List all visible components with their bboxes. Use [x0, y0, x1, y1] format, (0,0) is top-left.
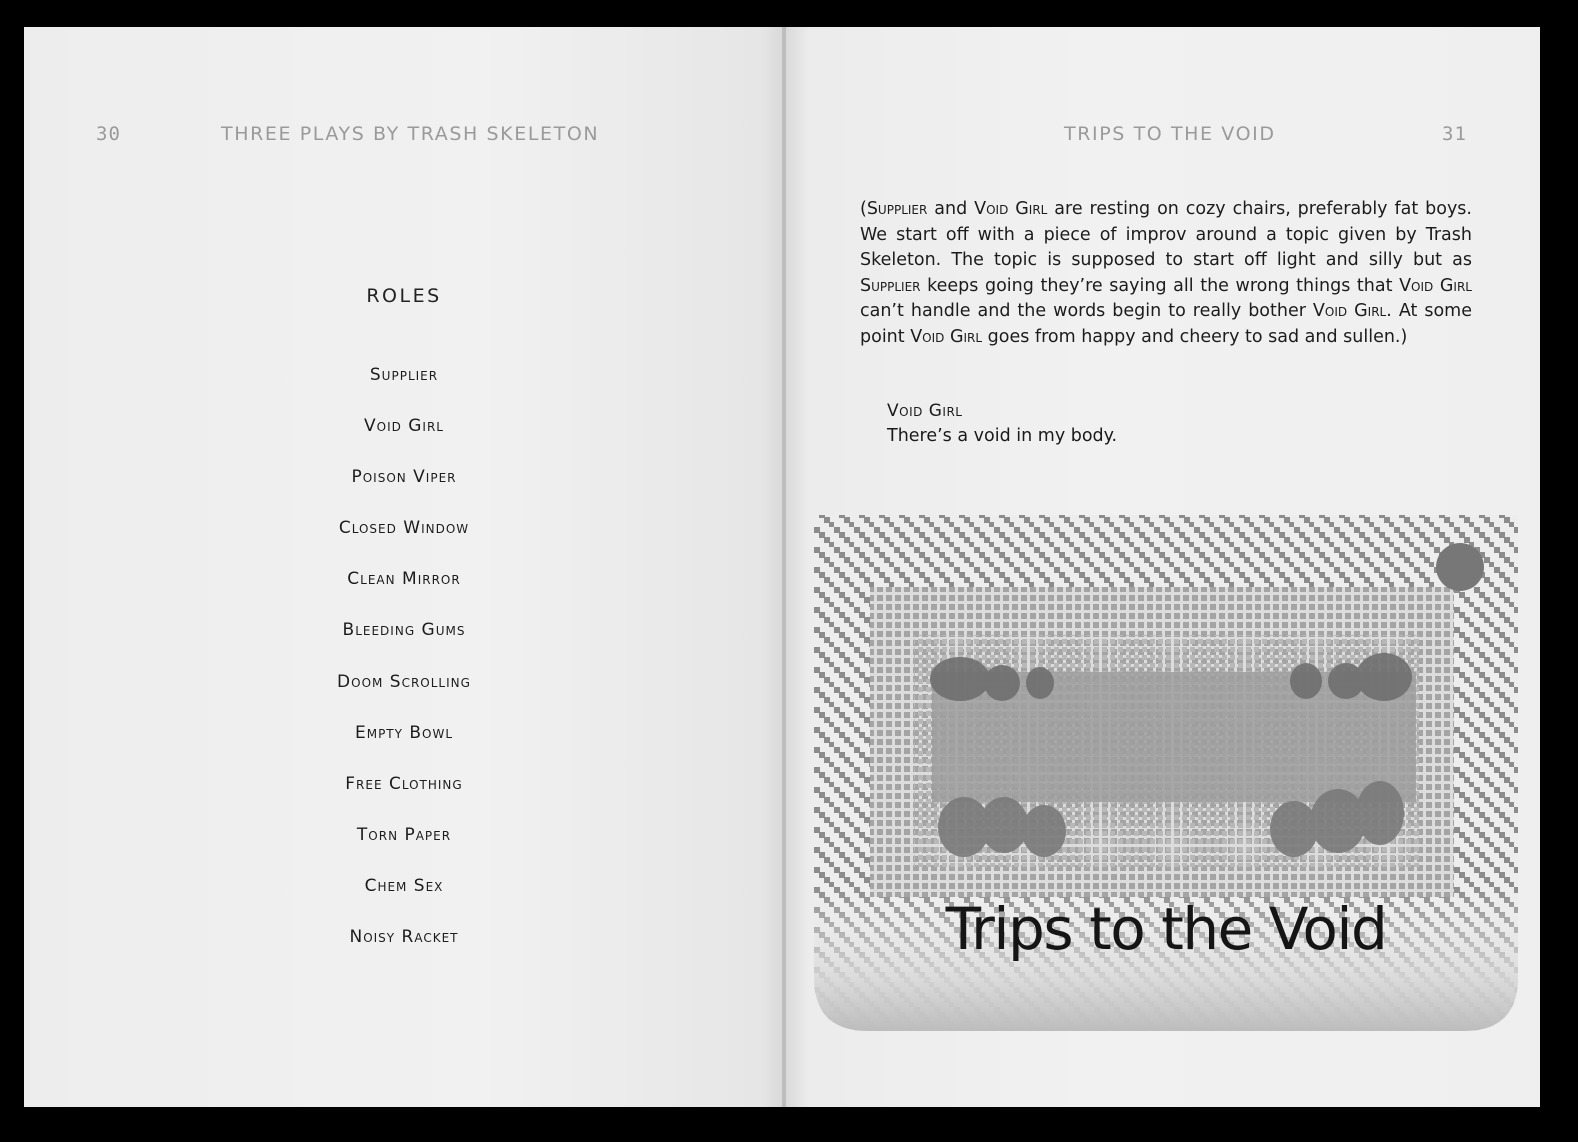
role-item: Bleeding Gums — [342, 620, 466, 641]
cover-title: Trips to the Void — [945, 895, 1387, 963]
role-item: Clean Mirror — [347, 569, 461, 590]
dialogue-line: There’s a void in my body. — [887, 426, 1118, 446]
role-item: Noisy Racket — [349, 927, 459, 948]
role-item: Closed Window — [338, 518, 470, 539]
role-item: Supplier — [369, 365, 439, 385]
roles-list — [24, 363, 784, 976]
halftone-teeth-illustration — [814, 487, 1518, 1031]
speaker-name: Void Girl — [887, 401, 963, 421]
role-item: Free Clothing — [345, 773, 463, 794]
page-number-left: 30 — [96, 123, 121, 145]
role-item: Doom Scrolling — [337, 671, 471, 692]
role-item: Void Girl — [364, 416, 444, 437]
running-title-right: TRIPS TO THE VOID — [1064, 123, 1276, 145]
roles-heading: ROLES — [366, 285, 442, 307]
page-number-right: 31 — [1442, 123, 1467, 145]
role-item: Chem Sex — [364, 875, 444, 896]
left-page — [24, 27, 784, 1107]
round-sticker — [1436, 543, 1484, 591]
running-title-left: THREE PLAYS BY TRASH SKELETON — [221, 123, 600, 145]
role-item: Poison Viper — [351, 467, 457, 488]
role-item: Torn Paper — [356, 824, 452, 845]
cover-illustration — [814, 487, 1518, 1031]
role-item: Empty Bowl — [354, 722, 454, 743]
stage-direction: (Supplier and Void Girl are resting on cozy chairs, preferably fat boys. We start off with a piece of improv around a topic given by Trash Skeleton. The topic is supposed to start off light and silly but as Supplier keeps going they’re saying all the wrong things that Void Girl can’t handle and the words begin to really bother Void Girl. At some point Void Girl goes from happy and cheery to sad and sullen.) — [860, 199, 1472, 347]
right-page — [786, 27, 1540, 1107]
